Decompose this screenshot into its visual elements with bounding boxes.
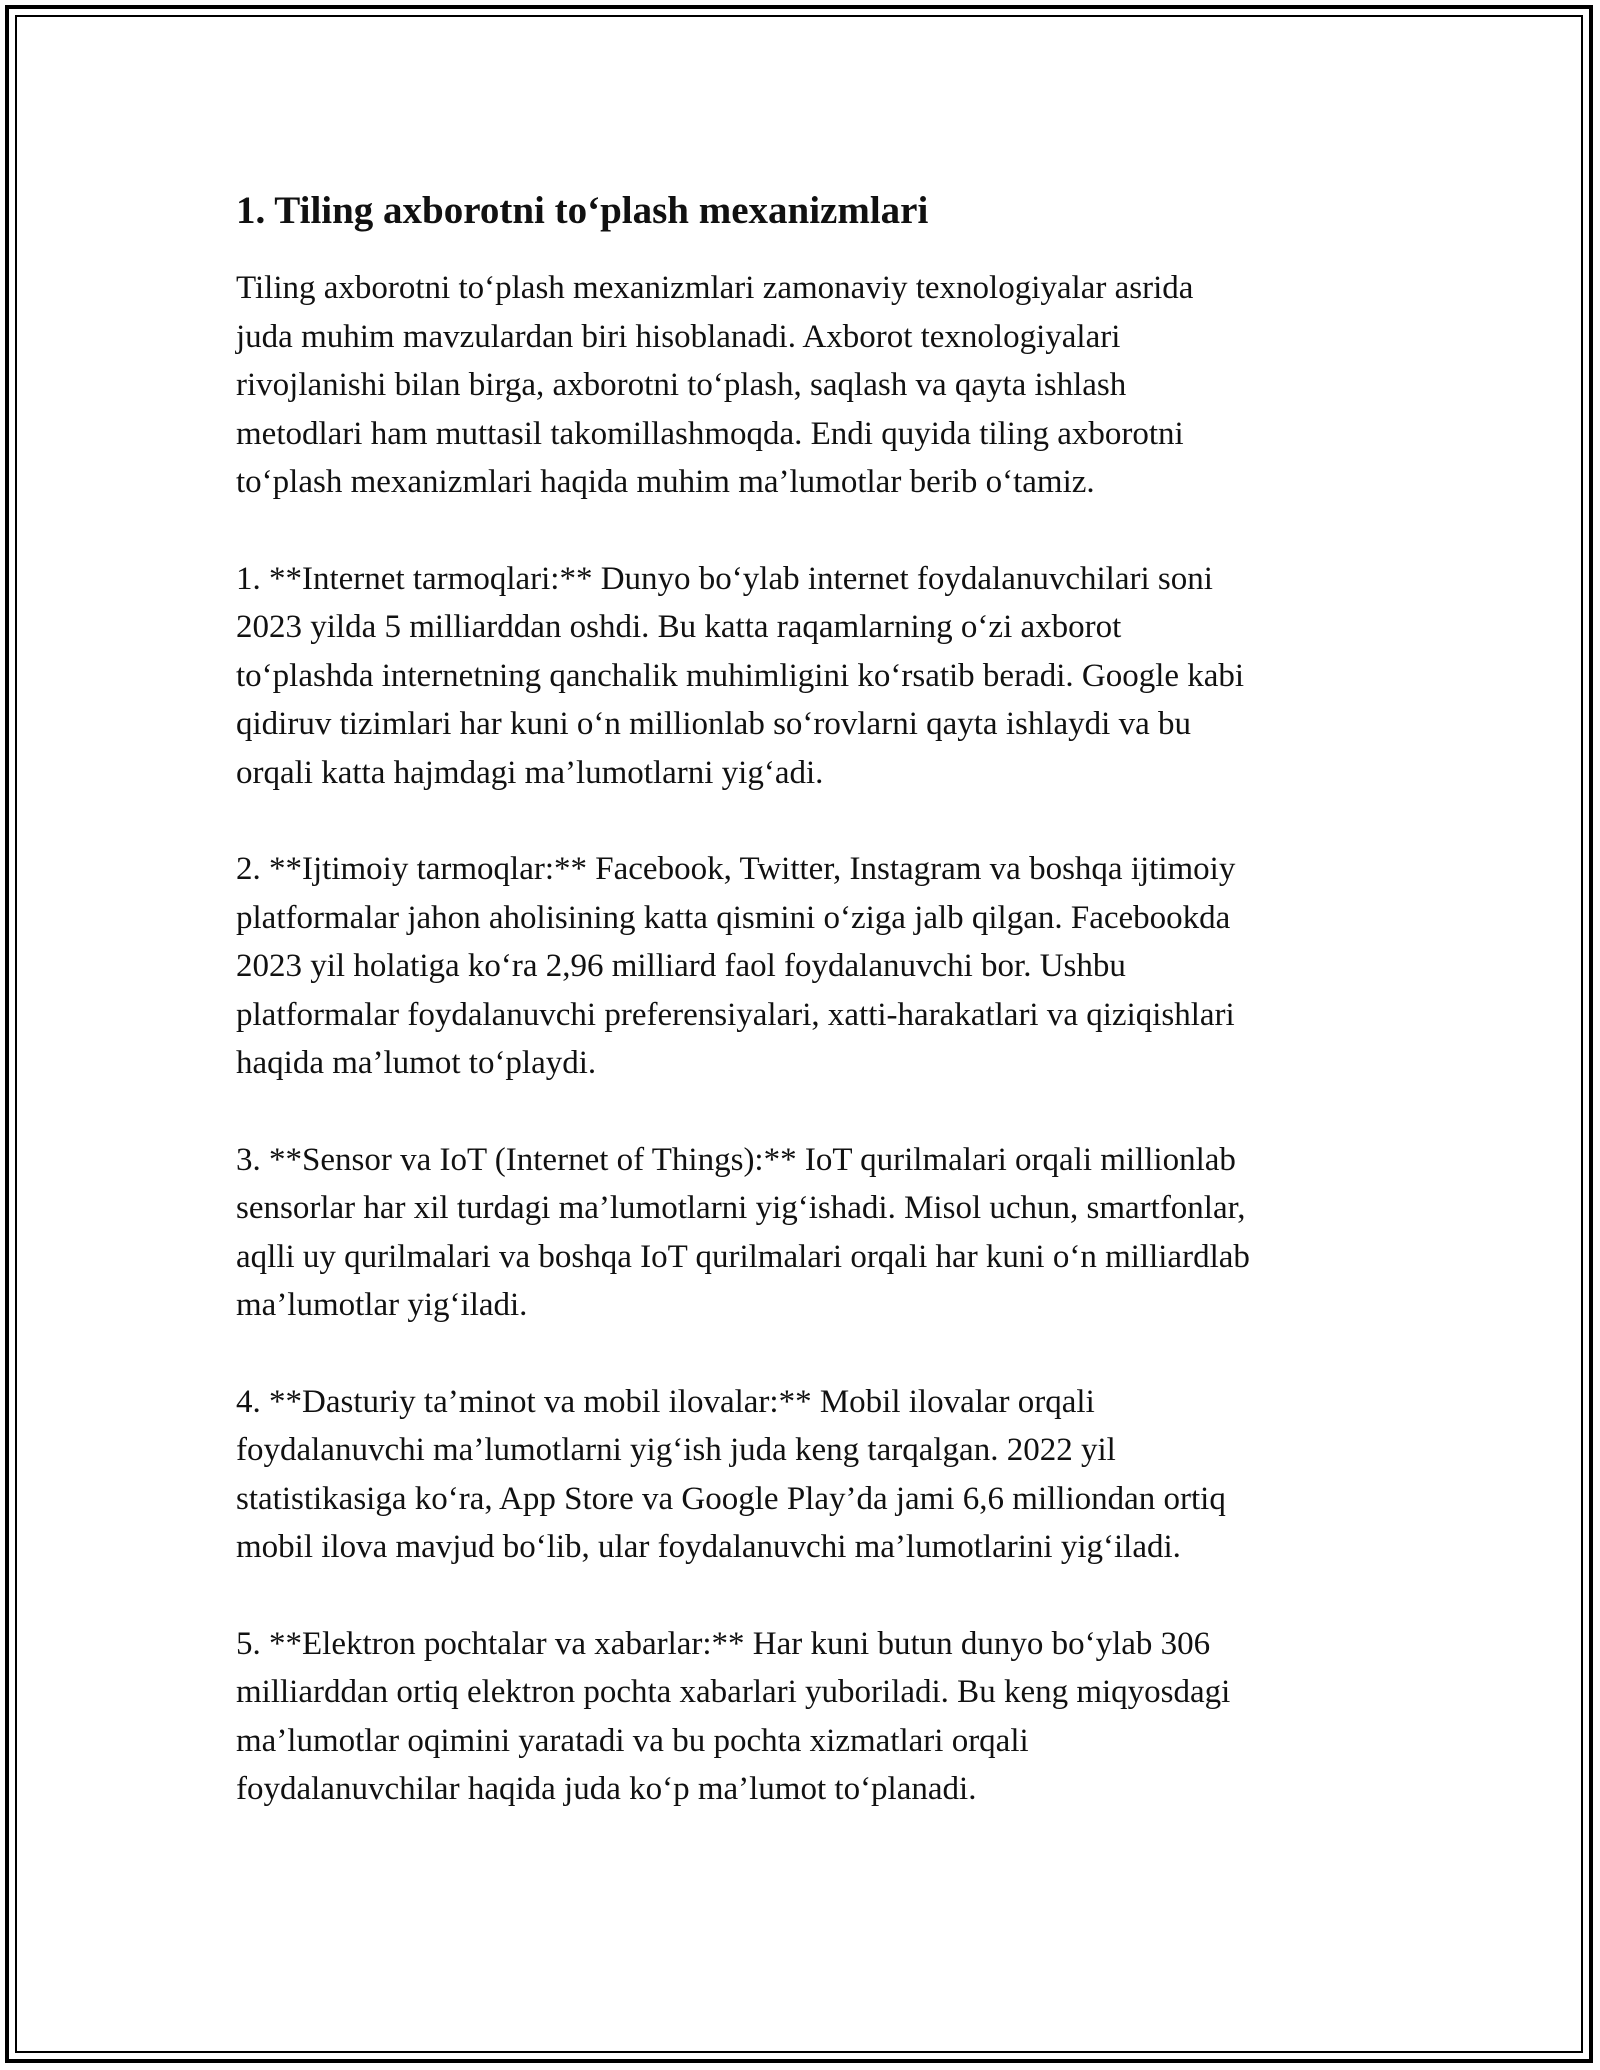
document-body xyxy=(236,186,1386,1862)
page-title: 1. Tiling axborotni to‘plash mexanizmlari xyxy=(236,189,929,232)
paragraph-email-messages: 5. **Elektron pochtalar va xabarlar:** Har kuni butun dunyo bo‘ylab 306 milliarddan ortiq elektron pochta xabarlari yuboriladi. Bu keng miqyosdagi ma’lumotlar oqimini yaratadi va bu pochta xizmatlari orqali foydalanuvchilar haqida juda ko‘p ma’lumot to‘planadi. xyxy=(236,1625,1231,1807)
paragraph-internet-networks: 1. **Internet tarmoqlari:** Dunyo bo‘ylab internet foydalanuvchilari soni 2023 yilda 5 milliarddan oshdi. Bu katta raqamlarning o‘zi axborot to‘plashda internetning qanchalik muhimligini ko‘rsatib beradi. Google kabi qidiruv tizimlari har kuni o‘n millionlab so‘rovlarni qayta ishlaydi va bu orqali katta hajmdagi ma’lumotlarni yig‘adi. xyxy=(236,560,1245,791)
intro-paragraph: Tiling axborotni to‘plash mexanizmlari zamonaviy texnologiyalar asrida juda muhim mavzulardan biri hisoblanadi. Axborot texnologiyalari rivojlanishi bilan birga, axborotni to‘plash, saqlash va qayta ishlash metodlari ham muttasil takomillashmoqda. Endi quyida tiling axborotni to‘plash mexanizmlari haqida muhim ma’lumotlar berib o‘tamiz. xyxy=(236,270,1194,500)
paragraph-sensor-iot: 3. **Sensor va IoT (Internet of Things):** IoT qurilmalari orqali millionlab sensorlar har xil turdagi ma’lumotlarni yig‘ishadi. Misol uchun, smartfonlar, aqlli uy qurilmalari va boshqa IoT qurilmalari orqali har kuni o‘n milliardlab ma’lumotlar yig‘iladi. xyxy=(236,1141,1250,1323)
paragraph-social-networks: 2. **Ijtimoiy tarmoqlar:** Facebook, Twitter, Instagram va boshqa ijtimoiy platformalar jahon aholisining katta qismini o‘ziga jalb qilgan. Facebookda 2023 yil holatiga ko‘ra 2,96 milliard faol foydalanuvchi bor. Ushbu platformalar foydalanuvchi preferensiyalari, xatti-harakatlari va qiziqishlari haqida ma’lumot to‘playdi. xyxy=(236,851,1236,1081)
paragraph-software-mobile-apps: 4. **Dasturiy ta’minot va mobil ilovalar:** Mobil ilovalar orqali foydalanuvchi ma’lumotlarni yig‘ish juda keng tarqalgan. 2022 yil statistikasiga ko‘ra, App Store va Google Play’da jami 6,6 milliondan ortiq mobil ilova mavjud bo‘lib, ular foydalanuvchi ma’lumotlarini yig‘iladi. xyxy=(236,1383,1226,1565)
